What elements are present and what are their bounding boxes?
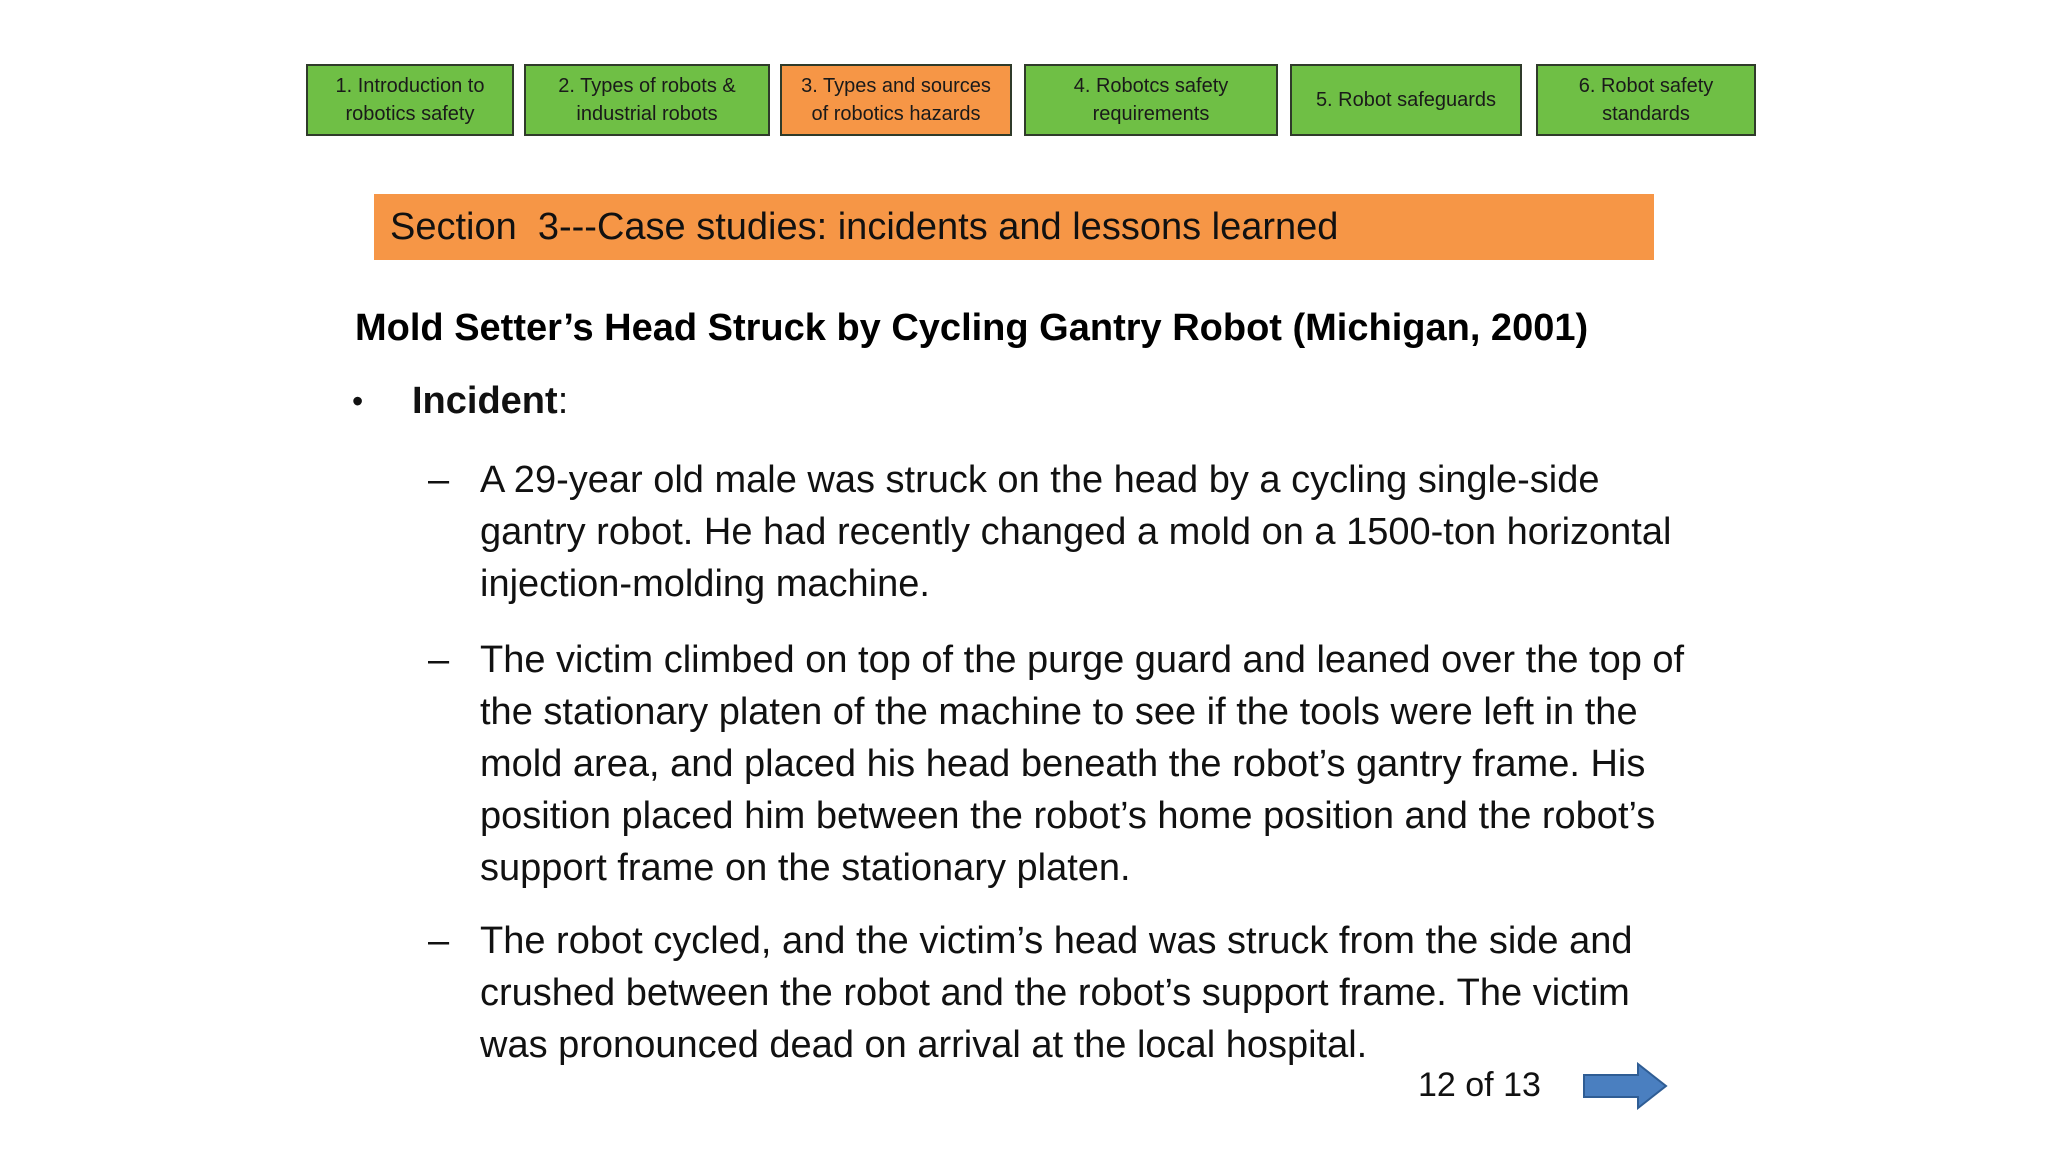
nav-tab-label: 3. Types and sources of robotics hazards xyxy=(801,75,991,125)
right-arrow-icon[interactable] xyxy=(1582,1062,1668,1110)
incident-bullet xyxy=(352,380,568,423)
list-item xyxy=(428,915,1700,1071)
section-header xyxy=(374,194,1654,260)
page-indicator: 12 of 13 xyxy=(1418,1066,1541,1104)
dash-icon: – xyxy=(428,459,450,501)
nav-tab-safety-requirements[interactable] xyxy=(1024,64,1278,136)
nav-tab-introduction[interactable] xyxy=(306,64,514,136)
nav-tab-label: 5. Robot safeguards xyxy=(1315,89,1497,111)
dash-icon: – xyxy=(428,639,450,681)
dash-icon: – xyxy=(428,920,450,962)
nav-tab-safeguards[interactable] xyxy=(1290,64,1522,136)
bullet-label-suffix: : xyxy=(557,380,569,422)
nav-tab-label: 6. Robot safety standards xyxy=(1578,75,1714,125)
list-item xyxy=(428,454,1700,610)
bullet-label xyxy=(412,380,568,423)
bullet-label-text: Incident xyxy=(412,380,558,422)
list-item-text: The robot cycled, and the victim’s head was struck from the side and crushed between the robot and the robot’s support frame. The victim was pronounced dead on arrival at the local hospital. xyxy=(480,920,1633,1066)
nav-tab-label: 2. Types of robots & industrial robots xyxy=(558,75,736,125)
nav-tab-hazards[interactable] xyxy=(780,64,1012,136)
case-title: Mold Setter’s Head Struck by Cycling Gantry Robot (Michigan, 2001) xyxy=(355,307,1589,349)
section-title: Section 3---Case studies: incidents and lessons learned xyxy=(390,205,1339,248)
list-item-text: The victim climbed on top of the purge guard and leaned over the top of the stationary platen of the machine to see if the tools were left in the mold area, and placed his head beneath the robot’s gantry frame. His position placed him between the robot’s home position and the robot’s support frame on the stationary platen. xyxy=(480,639,1685,889)
nav-tab-label: 1. Introduction to robotics safety xyxy=(335,75,485,125)
nav-tab-robot-types[interactable] xyxy=(524,64,770,136)
list-item-text: A 29-year old male was struck on the head by a cycling single-side gantry robot. He had recently changed a mold on a 1500-ton horizontal injection-molding machine. xyxy=(480,459,1672,605)
nav-tab-safety-standards[interactable] xyxy=(1536,64,1756,136)
nav-tab-label: 4. Robotcs safety requirements xyxy=(1073,75,1229,125)
list-item xyxy=(428,634,1700,894)
bullet-icon: • xyxy=(352,383,364,419)
